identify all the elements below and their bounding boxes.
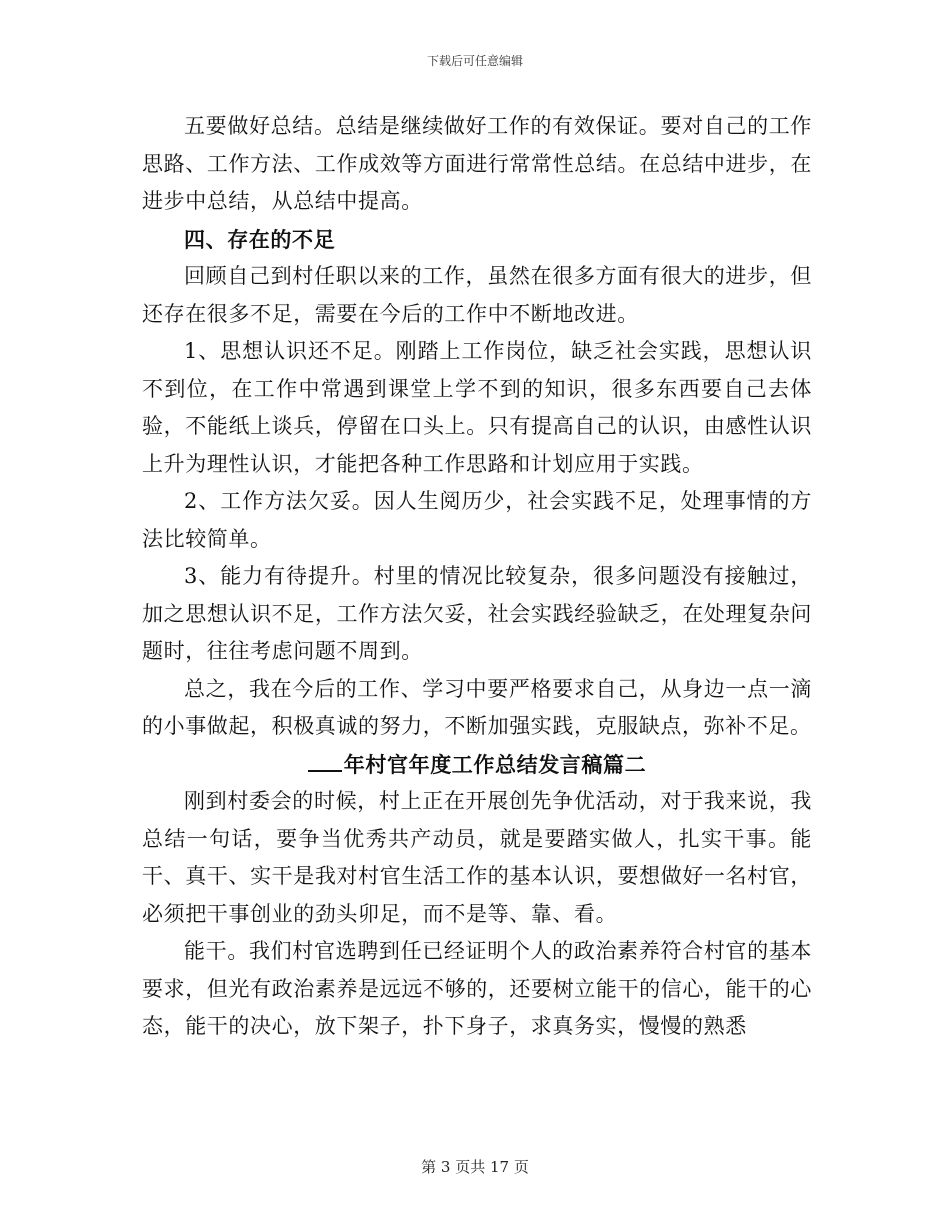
- paragraph-point-1: 1、思想认识还不足。刚踏上工作岗位，缺乏社会实践，思想认识不到位，在工作中常遇到课堂上学不到的知识，很多东西要自己去体验，不能纸上谈兵，停留在口头上。只有提高自己的认识，由感性认识上升为理性认识，才能把各种工作思路和计划应用于实践。: [142, 339, 812, 476]
- document-body: [142, 108, 812, 1046]
- paragraph-capable: 能干。我们村官选聘到任已经证明个人的政治素养符合村官的基本要求，但光有政治素养是远远不够的，还要树立能干的信心，能干的心态，能干的决心，放下架子，扑下身子，求真务实，慢慢的熟悉: [142, 939, 812, 1038]
- paragraph-summary: 五要做好总结。总结是继续做好工作的有效保证。要对自己的工作思路、工作方法、工作成效等方面进行常常性总结。在总结中进步，在进步中总结，从总结中提高。: [142, 114, 812, 213]
- paragraph-point-3: 3、能力有待提升。村里的情况比较复杂，很多问题没有接触过，加之思想认识不足，工作方法欠妥，社会实践经验缺乏，在处理复杂问题时，往往考虑问题不周到。: [142, 564, 812, 663]
- paragraph-arrival: 刚到村委会的时候，村上正在开展创先争优活动，对于我来说，我总结一句话，要争当优秀共产动员，就是要踏实做人，扎实干事。能干、真干、实干是我对村官生活工作的基本认识，要想做好一名村官，必须把干事创业的劲头卯足，而不是等、靠、看。: [142, 789, 812, 926]
- paragraph-point-2: 2、工作方法欠妥。因人生阅历少，社会实践不足，处理事情的方法比较简单。: [142, 489, 812, 551]
- section-title-text: 年村官年度工作总结发言稿篇二: [343, 751, 647, 777]
- section-heading-shortcomings: 四、存在的不足: [184, 226, 336, 252]
- section-title-part-two: [142, 746, 812, 784]
- paragraph-review: 回顾自己到村任职以来的工作，虽然在很多方面有很大的进步，但还存在很多不足，需要在今后的工作中不断地改进。: [142, 264, 812, 326]
- page-header: 下载后可任意编辑: [426, 54, 523, 68]
- page-footer: 第 3 页共 17 页: [421, 1158, 529, 1176]
- paragraph-conclusion: 总之，我在今后的工作、学习中要严格要求自己，从身边一点一滴的小事做起，积极真诚的努力，不断加强实践，克服缺点，弥补不足。: [142, 676, 812, 738]
- title-blank-underline: [308, 754, 342, 772]
